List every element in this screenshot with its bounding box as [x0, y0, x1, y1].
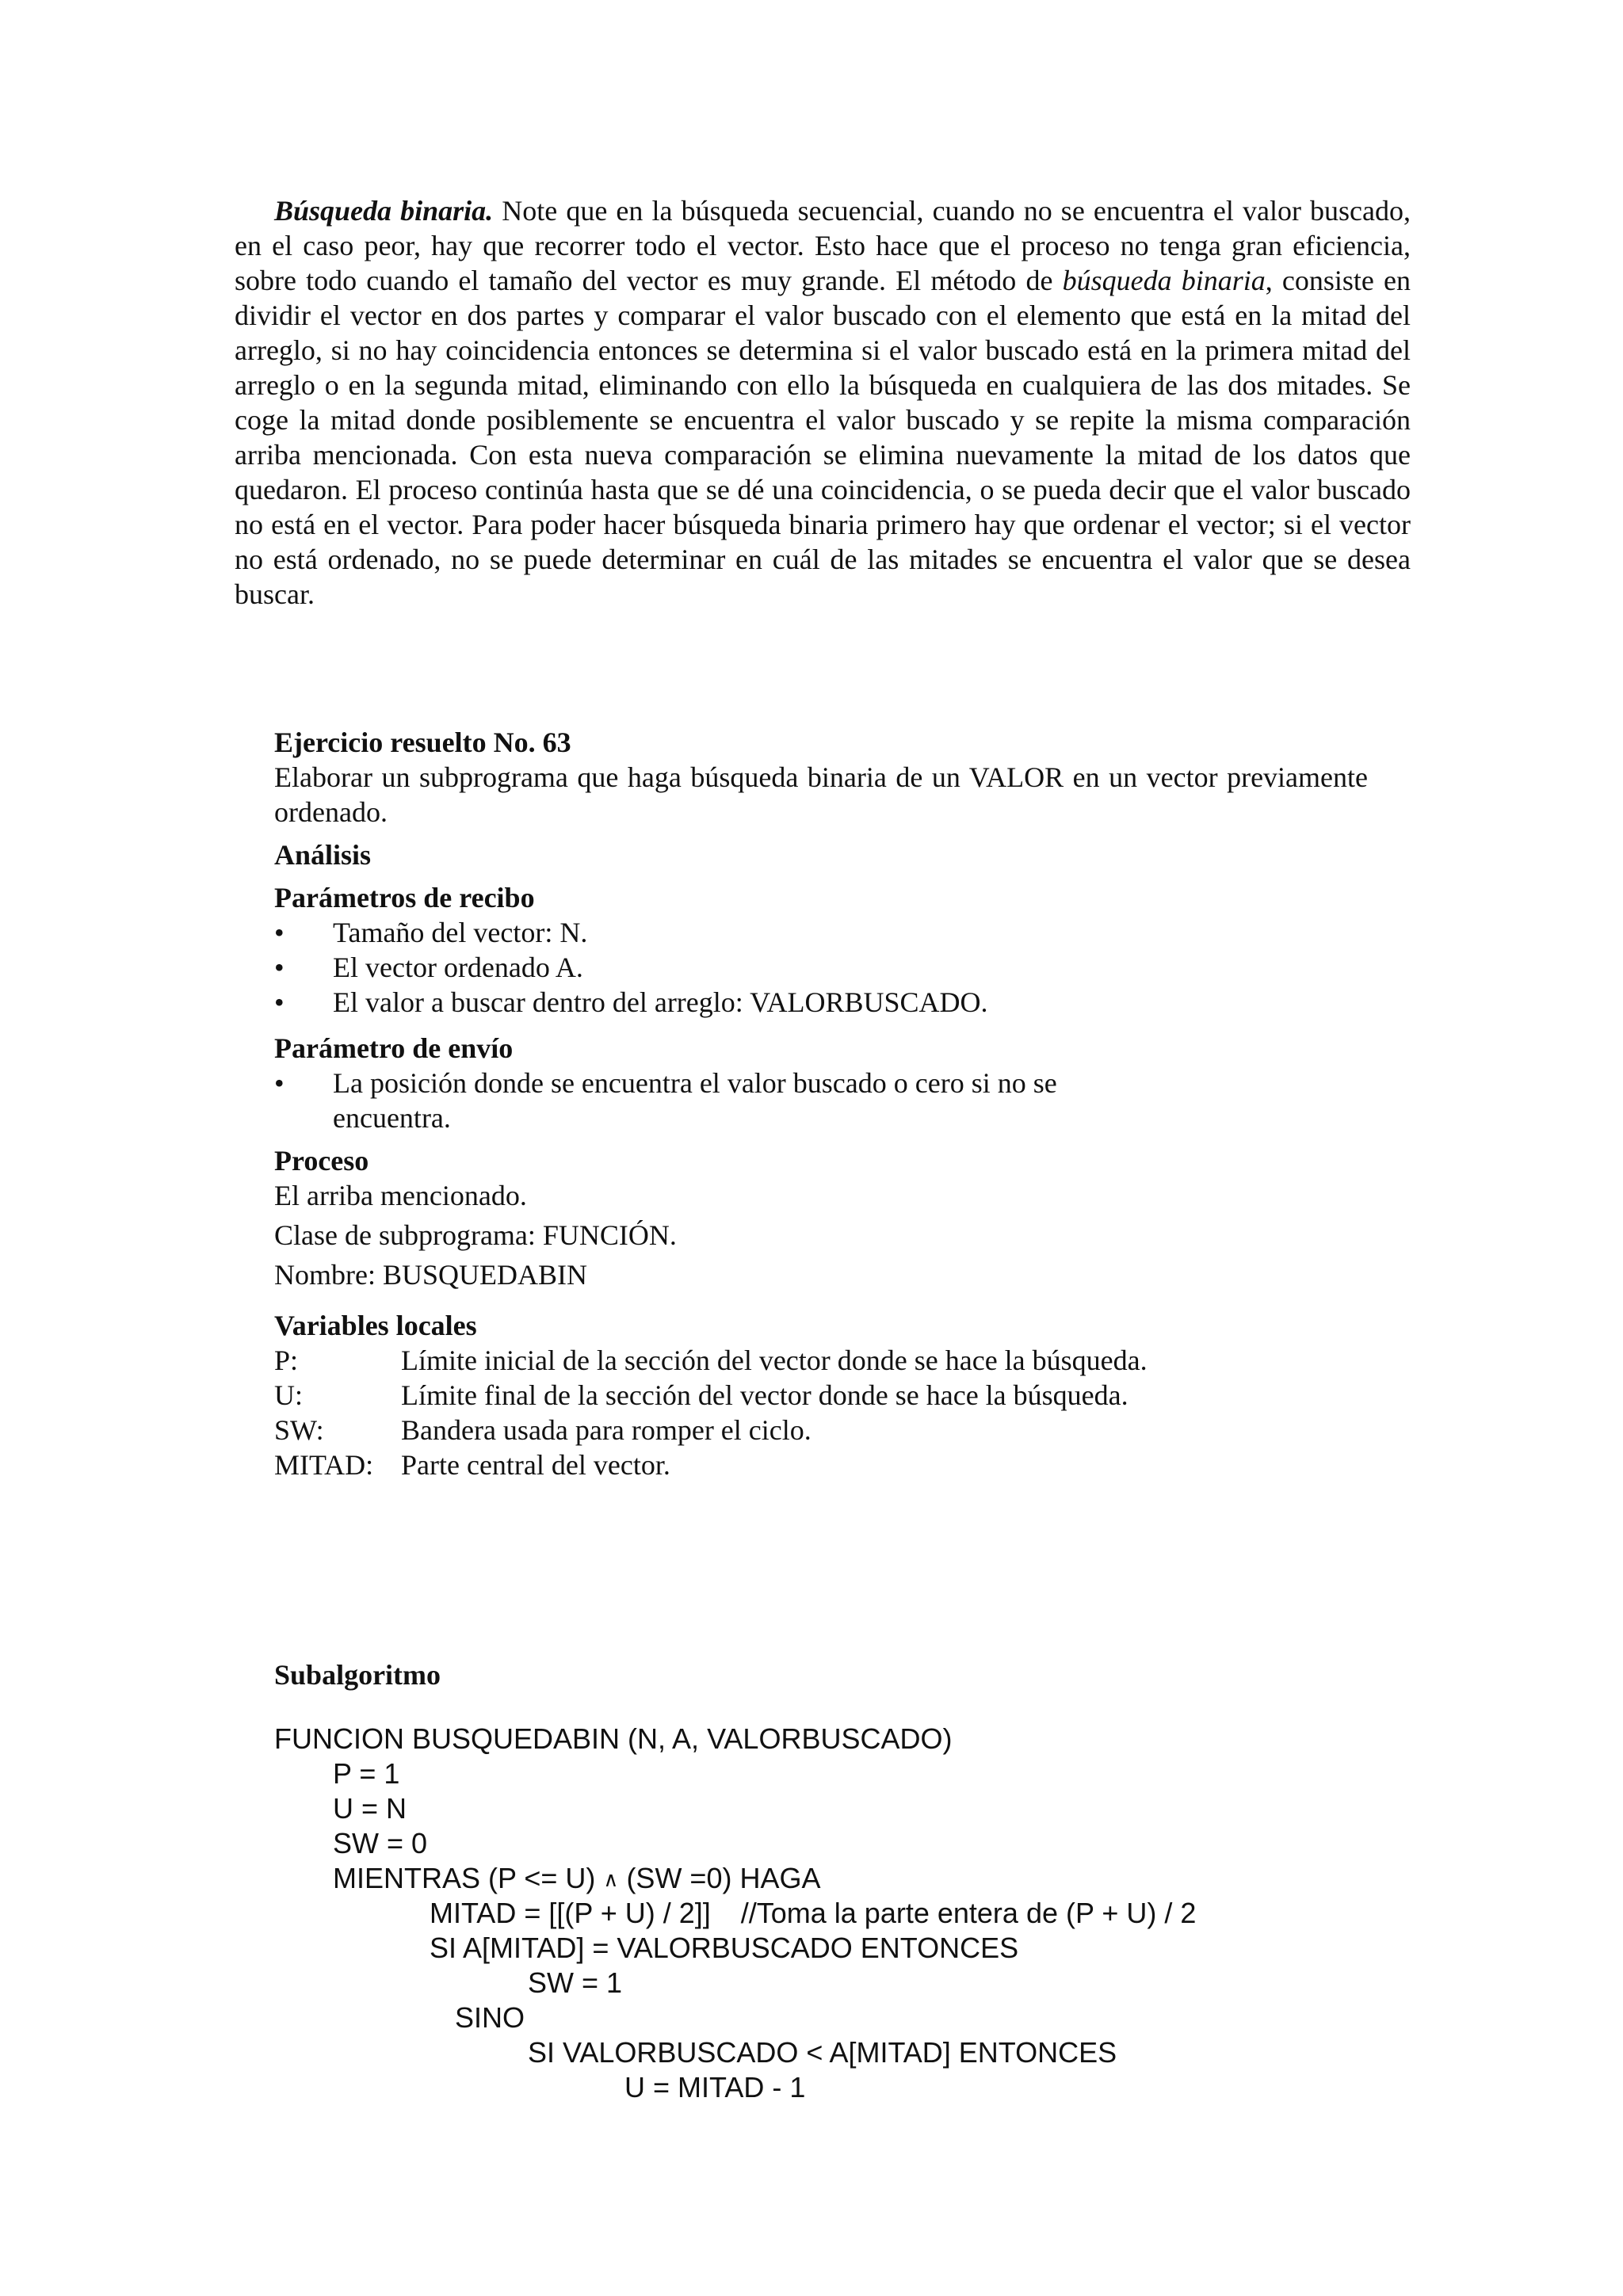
code-line: U = N	[333, 1792, 407, 1825]
code-line: SI VALORBUSCADO < A[MITAD] ENTONCES	[528, 2036, 1117, 2069]
pseudocode-block	[274, 1722, 1196, 2105]
var-name: P:	[274, 1344, 299, 1376]
table-row	[274, 1378, 1148, 1413]
receive-params-heading: Parámetros de recibo	[274, 882, 535, 913]
intro-lead: Búsqueda binaria.	[274, 195, 494, 227]
analysis-heading: Análisis	[274, 839, 372, 871]
code-line: SINO	[455, 2001, 525, 2034]
var-desc: Bandera usada para romper el ciclo.	[401, 1414, 812, 1446]
bullet-marker: •	[274, 986, 285, 1018]
list-item: • El vector ordenado A.	[274, 952, 583, 983]
table-row	[274, 1343, 1148, 1378]
subprogram-class: Clase de subprograma: FUNCIÓN.	[274, 1219, 677, 1251]
subalgorithm-heading: Subalgoritmo	[274, 1659, 441, 1691]
bullet-marker: •	[274, 952, 285, 983]
code-comment: //Toma la parte entera de (P + U) / 2	[740, 1897, 1197, 1929]
receive-params-list	[274, 915, 1368, 1020]
code-line: U = MITAD - 1	[624, 2071, 806, 2103]
code-line: SW = 1	[528, 1966, 623, 1999]
intro-paragraph	[235, 193, 1411, 612]
var-desc: Parte central del vector.	[401, 1449, 670, 1481]
var-name: SW:	[274, 1414, 324, 1446]
code-line: MIENTRAS (P <= U) ∧ (SW =0) HAGA	[333, 1862, 821, 1894]
var-name: U:	[274, 1379, 303, 1411]
bullet-marker: •	[274, 1067, 285, 1099]
table-row	[274, 1447, 1148, 1482]
code-line: FUNCION BUSQUEDABIN (N, A, VALORBUSCADO)	[274, 1722, 953, 1755]
exercise-statement: Elaborar un subprograma que haga búsqueda binaria de un VALOR en un vector previamente ordenado.	[274, 761, 1368, 828]
code-line: SW = 0	[333, 1827, 428, 1859]
process-heading: Proceso	[274, 1145, 369, 1177]
send-param-list	[274, 1066, 1368, 1135]
logical-and-symbol: ∧	[603, 1867, 619, 1891]
code-line: MITAD = [[(P + U) / 2]] //Toma la parte entera de (P + U) / 2	[430, 1897, 1197, 1929]
send-param-heading: Parámetro de envío	[274, 1032, 514, 1064]
process-text: El arriba mencionado.	[274, 1180, 527, 1211]
list-item: • La posición donde se encuentra el valor buscado o cero si no se encuentra.	[274, 1067, 1057, 1134]
bullet-marker: •	[274, 917, 285, 948]
list-item: • El valor a buscar dentro del arreglo: VALORBUSCADO.	[274, 986, 988, 1018]
code-line: SI A[MITAD] = VALORBUSCADO ENTONCES	[430, 1932, 1019, 1964]
var-desc: Límite final de la sección del vector donde se hace la búsqueda.	[401, 1379, 1128, 1411]
var-desc: Límite inicial de la sección del vector donde se hace la búsqueda.	[401, 1344, 1148, 1376]
intro-text-2: , consiste en dividir el vector en dos partes y comparar el valor buscado con el elemento que está en la mitad del arreglo, si no hay coincidencia entonces se determina si el valor buscado está en la primera mitad del arreglo o en la segunda mitad, eliminando con ello la búsqueda en cualquiera de las dos mitades. Se coge la mitad donde posiblemente se encuentra el valor buscado y se repite la misma comparación arriba mencionada. Con esta nueva comparación se elimina nuevamente la mitad de los datos que quedaron. El proceso continúa hasta que se dé una coincidencia, o se pueda decir que el valor buscado no está en el vector. Para poder hacer búsqueda binaria primero hay que ordenar el vector; si el vector no está ordenado, no se puede determinar en cuál de las mitades se encuentra el valor que se desea buscar.	[235, 265, 1411, 610]
list-item: • Tamaño del vector: N.	[274, 917, 588, 948]
var-name: MITAD:	[274, 1449, 374, 1481]
local-vars-heading: Variables locales	[274, 1310, 477, 1341]
subprogram-name: Nombre: BUSQUEDABIN	[274, 1259, 587, 1291]
exercise-block	[274, 725, 1368, 1482]
exercise-title: Ejercicio resuelto No. 63	[274, 727, 571, 758]
code-line: P = 1	[333, 1757, 400, 1790]
table-row	[274, 1413, 1148, 1447]
intro-text-1: Note que en la búsqueda secuencial, cuando no se encuentra el valor buscado, en el caso peor, hay que recorrer todo el vector. Esto hace que el proceso no tenga gran eficiencia, sobre todo cuando el tamaño del vector es muy grande. El método de	[235, 195, 1411, 296]
local-vars-table	[274, 1343, 1148, 1482]
intro-emphasis: búsqueda binaria	[1062, 265, 1266, 296]
